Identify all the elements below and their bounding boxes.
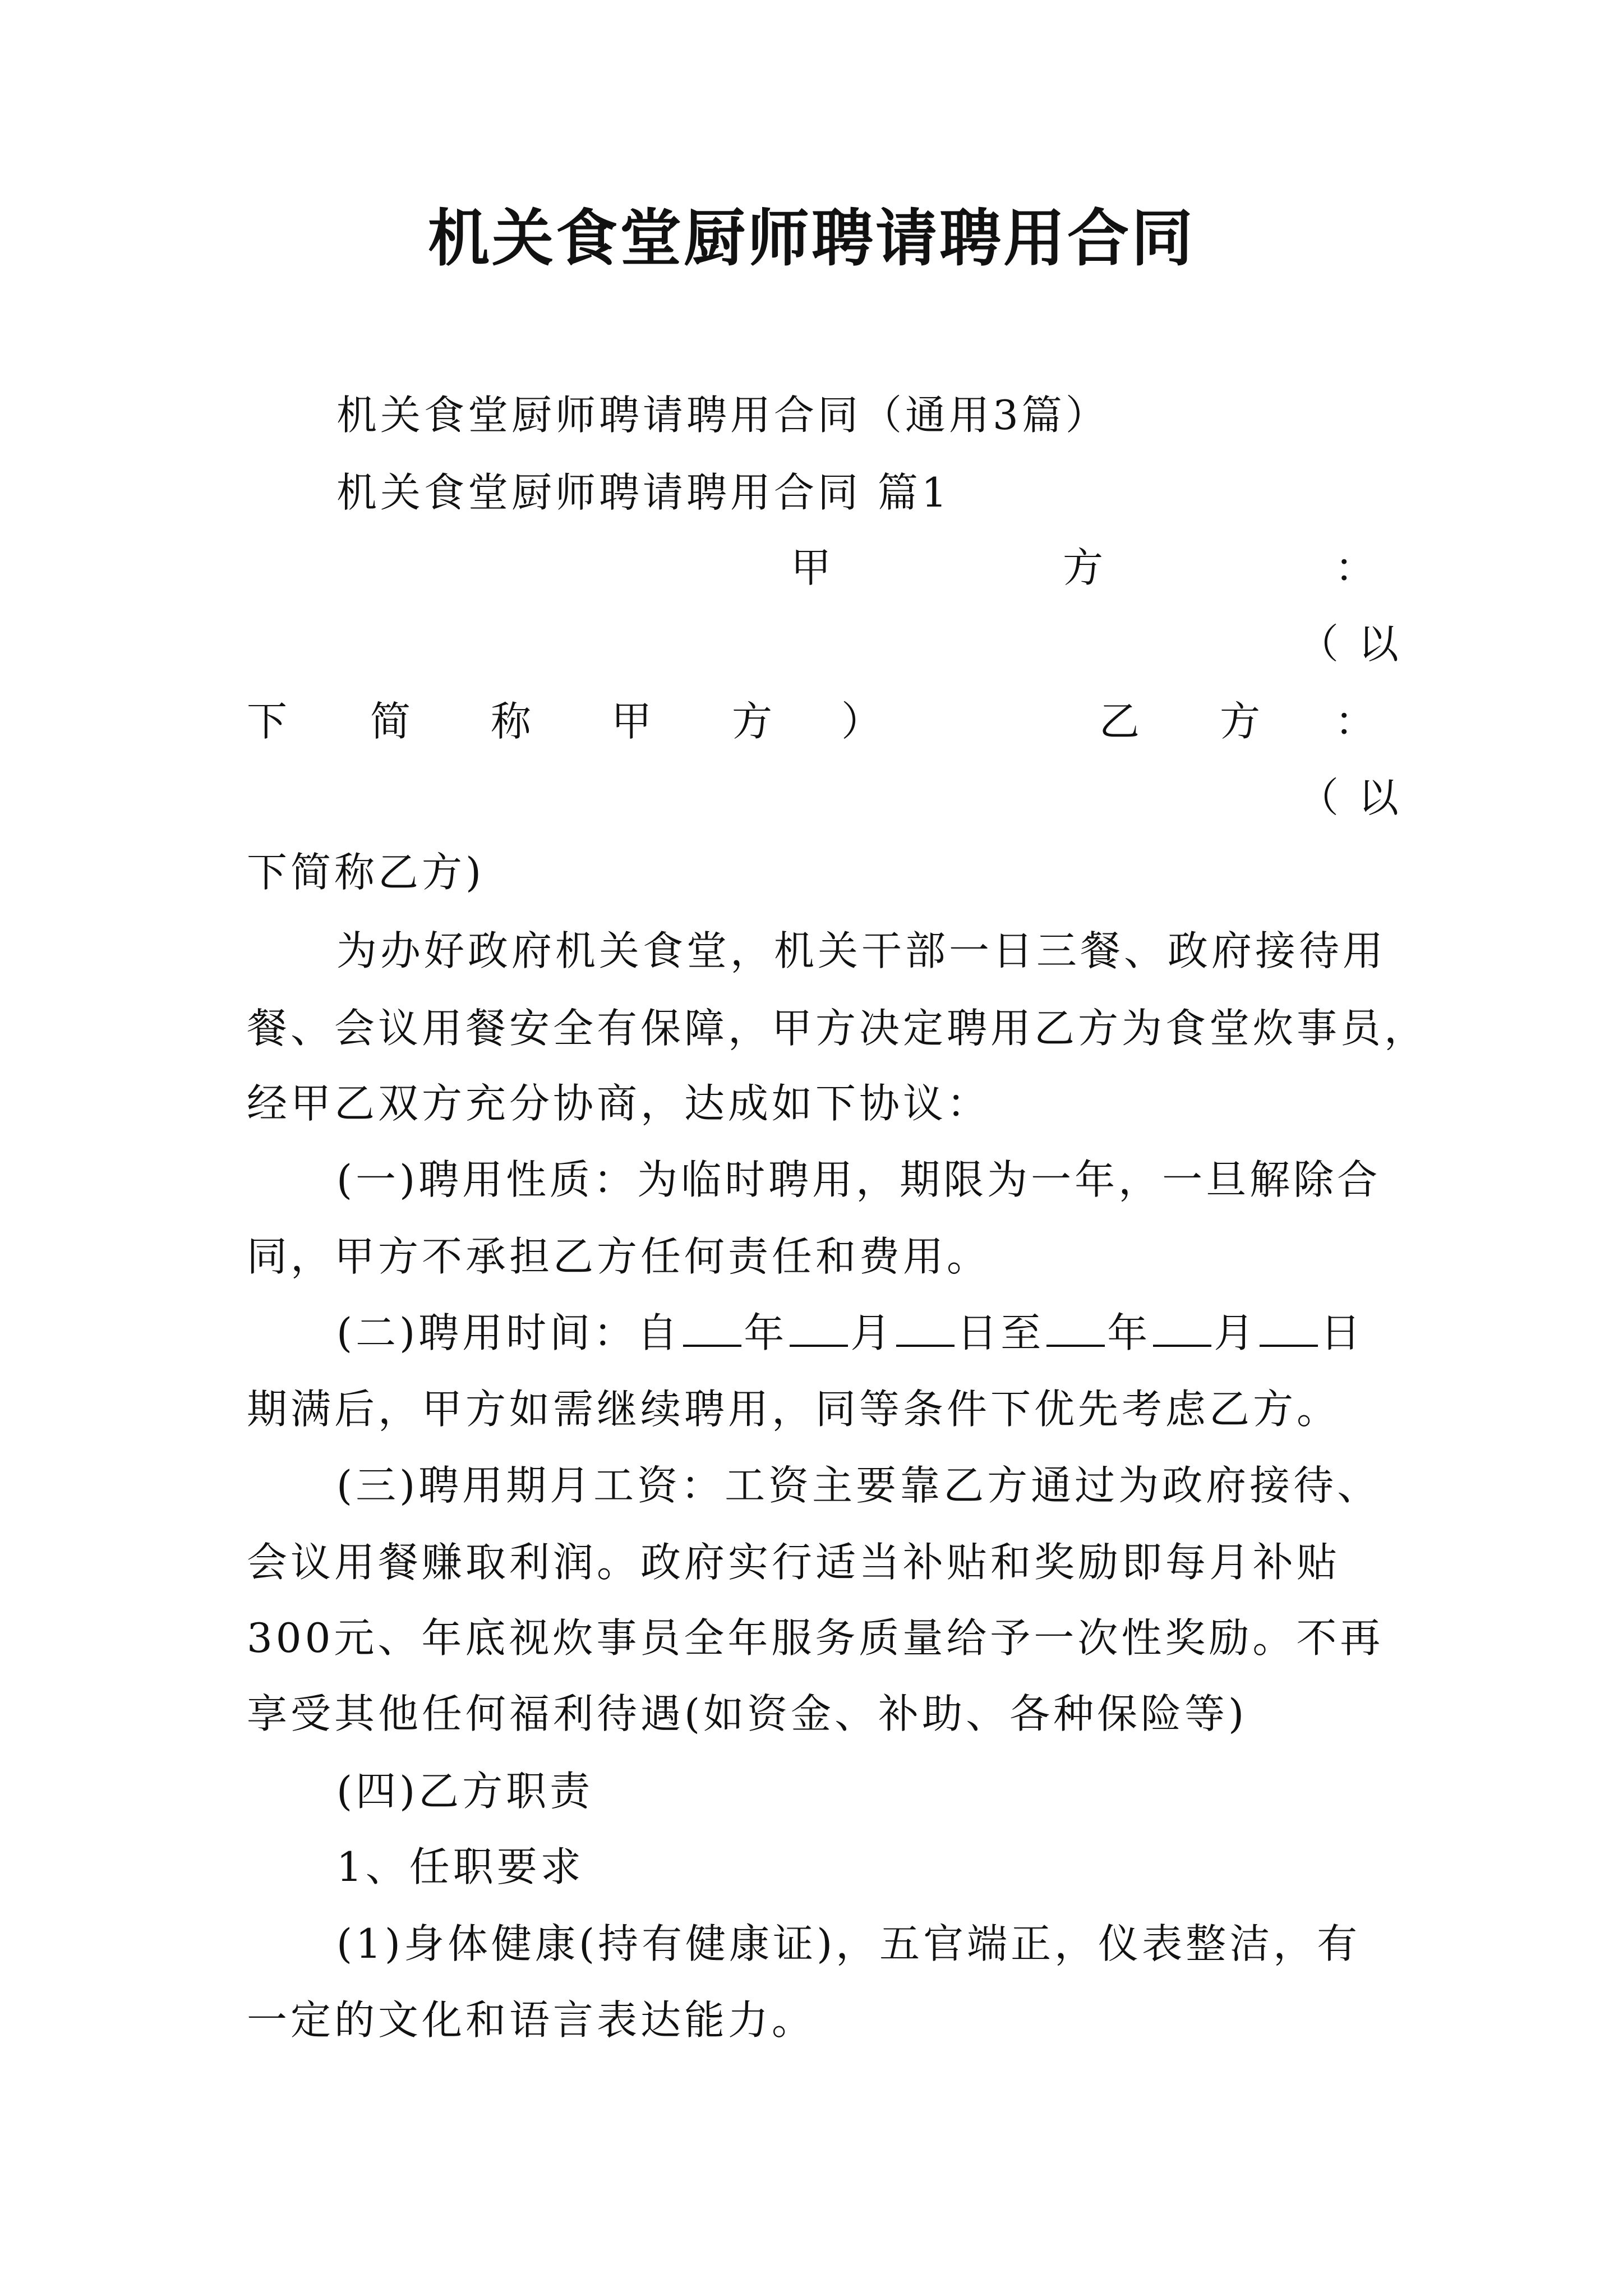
- clause2-year1: 年: [744, 1309, 788, 1356]
- party-line-char-6: ）: [841, 698, 886, 745]
- clause2-month2: 月: [1214, 1309, 1258, 1356]
- party-line-char-3: 称: [491, 698, 535, 745]
- clause2-month1: 月: [850, 1309, 895, 1356]
- item1-1-line-1: (1)身体健康(持有健康证)，五官端正，仪表整洁，有: [336, 1920, 1361, 1967]
- blank-field: [790, 1311, 848, 1347]
- blank-field: [896, 1311, 955, 1347]
- party-line-char-9: ：: [1335, 698, 1379, 745]
- party-a-char-3: ：: [1335, 544, 1379, 591]
- section-heading: 机关食堂厨师聘请聘用合同 篇1: [336, 469, 951, 516]
- blank-field: [1153, 1311, 1211, 1347]
- clause1-line-2: 同，甲方不承担乙方任何责任和费用。: [247, 1233, 991, 1280]
- blank-field: [683, 1311, 741, 1347]
- clause2-day2: 日: [1320, 1309, 1364, 1356]
- party-line-char-1: 下: [247, 698, 291, 745]
- intro-line-3: 经甲乙双方充分协商，达成如下协议：: [247, 1080, 991, 1127]
- clause3-line-1: (三)聘用期月工资：工资主要靠乙方通过为政府接待、: [336, 1462, 1381, 1509]
- party-b-tail: 下简称乙方): [247, 849, 485, 896]
- intro-line-1: 为办好政府机关食堂，机关干部一日三餐、政府接待用: [336, 927, 1387, 974]
- clause3-line-4: 享受其他任何福利待遇(如资金、补助、各种保险等): [247, 1690, 1248, 1737]
- clause1-line-1: (一)聘用性质：为临时聘用，期限为一年，一旦解除合: [336, 1156, 1381, 1203]
- paren-note-2: （ 以: [1298, 774, 1402, 821]
- clause3-line-3: 300元、年底视炊事员全年服务质量给予一次性奖励。不再: [247, 1614, 1384, 1662]
- party-a-char-1: 甲: [791, 544, 835, 591]
- clause2-prefix: (二)聘用时间：自: [336, 1309, 681, 1356]
- clause2-line-2: 期满后，甲方如需继续聘用，同等条件下优先考虑乙方。: [247, 1386, 1341, 1433]
- paren-note-1: （ 以: [1298, 620, 1402, 668]
- document-subtitle: 机关食堂厨师聘请聘用合同（通用3篇）: [336, 392, 1109, 439]
- party-line-char-4: 甲: [611, 698, 656, 745]
- clause4-heading: (四)乙方职责: [336, 1768, 594, 1815]
- clause3-line-2: 会议用餐赚取利润。政府实行适当补贴和奖励即每月补贴: [247, 1539, 1341, 1586]
- party-line-char-5: 方: [732, 698, 776, 745]
- intro-line-2: 餐、会议用餐安全有保障，甲方决定聘用乙方为食堂炊事员，: [247, 1005, 1428, 1052]
- party-line-char-8: 方: [1220, 698, 1264, 745]
- blank-field: [1046, 1311, 1105, 1347]
- party-line-char-2: 简: [370, 698, 414, 745]
- item1-heading: 1、任职要求: [336, 1843, 584, 1890]
- clause2-line-1: [336, 1305, 1364, 1361]
- document-title: 机关食堂厨师聘请聘用合同: [428, 202, 1195, 274]
- clause2-year2: 年: [1107, 1309, 1151, 1356]
- party-a-char-2: 方: [1063, 544, 1107, 591]
- clause2-day-to: 日至: [957, 1309, 1045, 1356]
- party-line-char-7: 乙: [1099, 698, 1144, 745]
- item1-1-line-2: 一定的文化和语言表达能力。: [247, 1996, 816, 2044]
- blank-field: [1260, 1311, 1318, 1347]
